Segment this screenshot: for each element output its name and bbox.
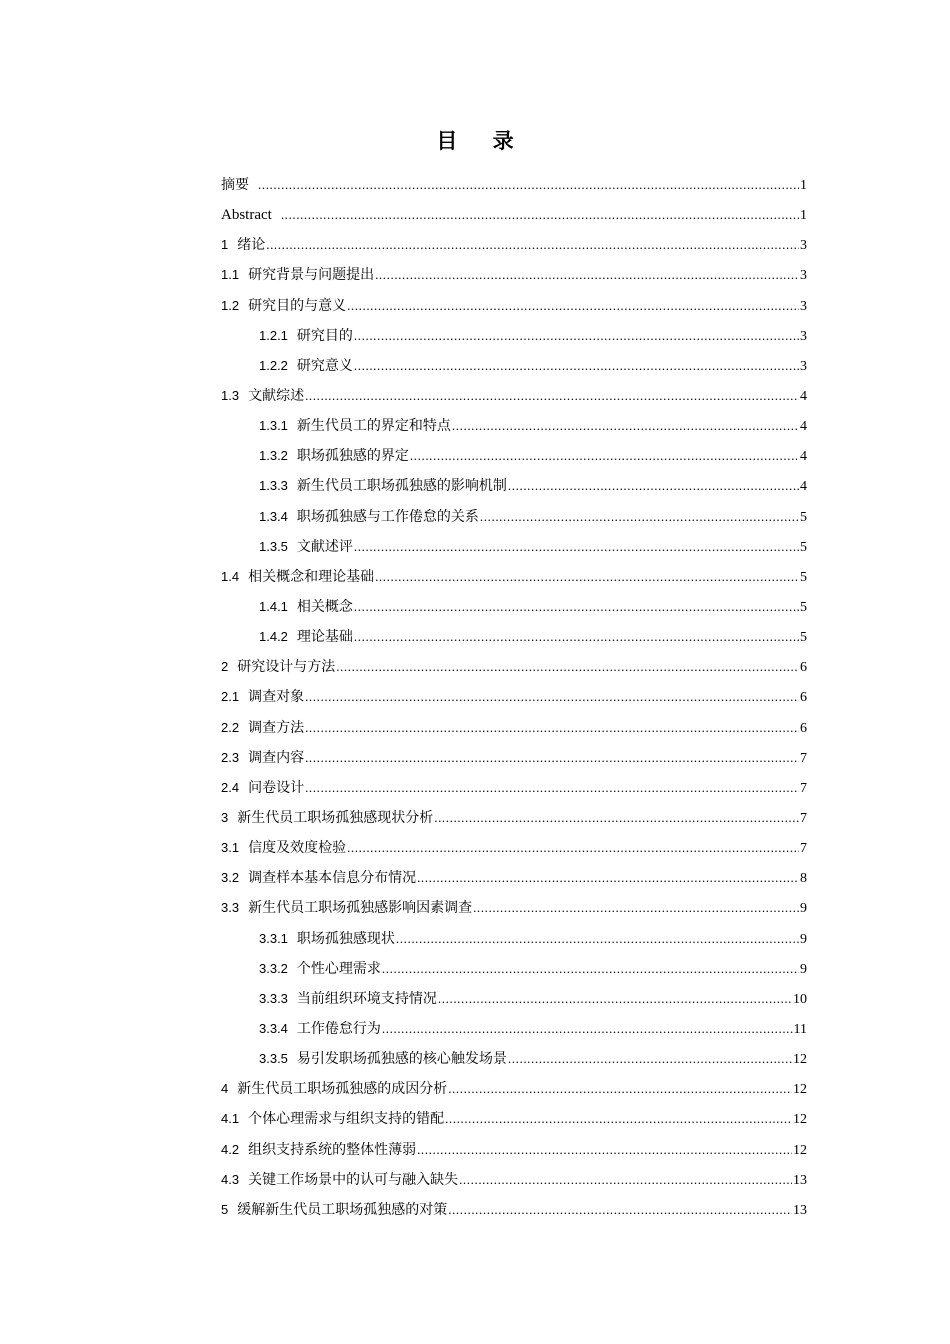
toc-entry-page-number: 9 (800, 931, 807, 947)
toc-entry[interactable] (221, 592, 807, 622)
toc-entry-title: 研究目的 (296, 327, 353, 344)
toc-entry-number: 3.3 (221, 900, 240, 916)
toc-entry-page-number: 9 (800, 901, 807, 917)
toc-entry[interactable] (221, 170, 807, 200)
toc-entry-title: 关键工作场景中的认可与融入缺失 (248, 1171, 459, 1188)
toc-entry-number: 1.2.2 (259, 357, 288, 373)
toc-entry[interactable] (221, 1044, 807, 1074)
toc-entry-title: 研究目的与意义 (248, 297, 347, 314)
toc-entry-page-number: 7 (800, 841, 807, 857)
toc-entry[interactable] (221, 230, 807, 260)
toc-entry-title: 新生代员工职场孤独感的影响机制 (296, 478, 507, 495)
toc-dot-leader (459, 1165, 792, 1195)
toc-entry-title: 绪论 (237, 237, 266, 254)
toc-entry[interactable] (221, 471, 807, 501)
toc-dot-leader (452, 411, 799, 441)
toc-entry-number: 4.2 (221, 1141, 240, 1157)
toc-entry-page-number: 5 (800, 630, 807, 646)
toc-entry[interactable] (221, 984, 807, 1014)
toc-entry-page-number: 12 (793, 1112, 807, 1128)
toc-entry[interactable] (221, 1165, 807, 1195)
toc-entry[interactable] (221, 381, 807, 411)
toc-entry-number: 2.2 (221, 719, 240, 735)
toc-entry-number: 1.3 (221, 387, 240, 403)
toc-entry[interactable] (221, 652, 807, 682)
toc-entry-number: 1 (221, 237, 229, 253)
toc-entry-page-number: 4 (800, 419, 807, 435)
toc-entry-title: 缓解新生代员工职场孤独感的对策 (237, 1201, 448, 1218)
toc-entry-title: 易引发职场孤独感的核心触发场景 (296, 1051, 507, 1068)
toc-dot-leader (480, 502, 799, 532)
toc-dot-leader (354, 532, 799, 562)
toc-entry[interactable] (221, 682, 807, 712)
toc-entry-page-number: 7 (800, 780, 807, 796)
toc-entry-title: 新生代员工的界定和特点 (296, 418, 451, 435)
toc-entry-page-number: 3 (800, 268, 807, 284)
toc-entry-page-number: 6 (800, 690, 807, 706)
toc-entry-page-number: 5 (800, 599, 807, 615)
toc-entry-page-number: 9 (800, 961, 807, 977)
toc-entry-title: 个性心理需求 (296, 960, 381, 977)
toc-entry[interactable] (221, 1074, 807, 1104)
toc-entry-number: 1.1 (221, 267, 240, 283)
toc-entry-title: 文献述评 (296, 538, 353, 555)
toc-entry-number: 3.1 (221, 840, 240, 856)
toc-dot-leader (382, 1014, 793, 1044)
toc-entry[interactable] (221, 200, 807, 230)
toc-entry-title: Abstract (221, 207, 272, 224)
toc-dot-leader (410, 441, 799, 471)
toc-entry-number: 1.3.5 (259, 538, 288, 554)
toc-entry[interactable] (221, 803, 807, 833)
toc-dot-leader (445, 1104, 792, 1134)
toc-entry-page-number: 3 (800, 298, 807, 314)
toc-entry[interactable] (221, 893, 807, 923)
toc-entry-title: 研究背景与问题提出 (248, 267, 375, 284)
toc-entry-page-number: 7 (800, 750, 807, 766)
toc-entry-number: 2.1 (221, 689, 240, 705)
toc-entry[interactable] (221, 502, 807, 532)
toc-entry-number: 4.1 (221, 1111, 240, 1127)
toc-entry-page-number: 5 (800, 569, 807, 585)
toc-entry-number: 3 (221, 809, 229, 825)
toc-entry-page-number: 10 (793, 991, 807, 1007)
toc-entry-number: 1.3.3 (259, 478, 288, 494)
toc-entry-number: 3.3.5 (259, 1051, 288, 1067)
toc-entry-page-number: 3 (800, 328, 807, 344)
toc-dot-leader (438, 984, 792, 1014)
toc-entry-title: 相关概念 (296, 598, 353, 615)
toc-entry-page-number: 3 (800, 238, 807, 254)
toc-entry-page-number: 5 (800, 509, 807, 525)
toc-entry-title: 信度及效度检验 (248, 840, 347, 857)
toc-entry-number: 3.3.2 (259, 960, 288, 976)
toc-dot-leader (258, 170, 799, 200)
toc-entry-title: 相关概念和理论基础 (248, 568, 375, 585)
toc-entry-title: 职场孤独感现状 (296, 930, 395, 947)
toc-entry-title: 新生代员工职场孤独感现状分析 (237, 809, 434, 826)
toc-entry[interactable] (221, 863, 807, 893)
toc-entry-number: 1.4.1 (259, 598, 288, 614)
toc-entry-title: 理论基础 (296, 629, 353, 646)
toc-entry-title: 职场孤独感与工作倦怠的关系 (296, 508, 479, 525)
toc-entry-page-number: 1 (800, 208, 807, 224)
toc-entry-title: 调查样本基本信息分布情况 (248, 870, 417, 887)
toc-entry-title: 工作倦怠行为 (296, 1020, 381, 1037)
toc-entry-number: 3.2 (221, 870, 240, 886)
toc-entry-page-number: 5 (800, 539, 807, 555)
toc-dot-leader (266, 230, 799, 260)
toc-entry[interactable] (221, 773, 807, 803)
toc-dot-leader (305, 381, 799, 411)
toc-entry-page-number: 12 (793, 1142, 807, 1158)
toc-entry-page-number: 1 (800, 178, 807, 193)
toc-entry-title: 当前组织环境支持情况 (296, 990, 437, 1007)
toc-entry-page-number: 4 (800, 388, 807, 404)
toc-entry-number: 5 (221, 1201, 229, 1217)
toc-entry[interactable] (221, 441, 807, 471)
toc-dot-leader (448, 1195, 792, 1225)
toc-dot-leader (448, 1074, 792, 1104)
toc-dot-leader (354, 592, 799, 622)
toc-entry-number: 3.3.4 (259, 1020, 288, 1036)
toc-dot-leader (354, 622, 799, 652)
toc-dot-leader (375, 562, 799, 592)
toc-dot-leader (473, 893, 799, 923)
toc-dot-leader (336, 652, 799, 682)
toc-dot-leader (396, 924, 799, 954)
toc-entry-title: 调查对象 (248, 689, 305, 706)
toc-entry[interactable] (221, 321, 807, 351)
toc-entry-page-number: 6 (800, 660, 807, 676)
toc-entry-title: 问卷设计 (248, 779, 305, 796)
toc-entry[interactable] (221, 1104, 807, 1134)
toc-entry-number: 4 (221, 1081, 229, 1097)
toc-entry[interactable] (221, 743, 807, 773)
toc-entry-number: 1.3.2 (259, 448, 288, 464)
toc-entry-page-number: 8 (800, 871, 807, 887)
toc-entry-page-number: 12 (793, 1052, 807, 1068)
toc-dot-leader (354, 351, 799, 381)
toc-entry-number: 1.3.1 (259, 418, 288, 434)
toc-entry-page-number: 11 (793, 1021, 807, 1037)
toc-dot-leader (417, 863, 799, 893)
toc-entry-page-number: 4 (800, 479, 807, 495)
toc-entry-title: 调查内容 (248, 749, 305, 766)
toc-dot-leader (347, 833, 799, 863)
toc-entry-title: 新生代员工职场孤独感影响因素调查 (248, 900, 473, 917)
toc-entry[interactable] (221, 532, 807, 562)
table-of-contents (221, 170, 807, 1225)
toc-entry[interactable] (221, 622, 807, 652)
toc-entry-number: 1.4 (221, 568, 240, 584)
toc-dot-leader (305, 713, 799, 743)
toc-dot-leader (305, 743, 799, 773)
toc-dot-leader (417, 1135, 792, 1165)
toc-entry[interactable] (221, 260, 807, 290)
toc-dot-leader (508, 1044, 792, 1074)
toc-entry[interactable] (221, 351, 807, 381)
toc-entry-title: 文献综述 (248, 387, 305, 404)
toc-entry-page-number: 4 (800, 449, 807, 465)
page-title: 目 录 (436, 129, 528, 153)
toc-entry[interactable] (221, 1195, 807, 1225)
toc-dot-leader (281, 200, 799, 230)
toc-dot-leader (354, 321, 799, 351)
toc-entry[interactable] (221, 1135, 807, 1165)
toc-entry-number: 1.2.1 (259, 327, 288, 343)
toc-entry-page-number: 7 (800, 810, 807, 826)
toc-entry-title: 个体心理需求与组织支持的错配 (248, 1111, 445, 1128)
toc-dot-leader (305, 682, 799, 712)
toc-entry-page-number: 13 (793, 1172, 807, 1188)
toc-entry-page-number: 12 (793, 1082, 807, 1098)
toc-entry[interactable] (221, 833, 807, 863)
toc-entry-number: 2 (221, 659, 229, 675)
toc-dot-leader (347, 291, 799, 321)
toc-entry[interactable] (221, 924, 807, 954)
toc-dot-leader (434, 803, 799, 833)
toc-dot-leader (508, 471, 799, 501)
toc-entry-number: 2.4 (221, 779, 240, 795)
toc-dot-leader (375, 260, 799, 290)
toc-entry-number: 4.3 (221, 1171, 240, 1187)
toc-entry[interactable] (221, 1014, 807, 1044)
toc-entry-title: 新生代员工职场孤独感的成因分析 (237, 1081, 448, 1098)
toc-dot-leader (382, 954, 799, 984)
toc-entry[interactable] (221, 291, 807, 321)
toc-entry-title: 研究设计与方法 (237, 659, 336, 676)
toc-entry-number: 1.2 (221, 297, 240, 313)
toc-entry[interactable] (221, 562, 807, 592)
toc-entry-page-number: 13 (793, 1202, 807, 1218)
toc-entry-title: 调查方法 (248, 719, 305, 736)
toc-entry-page-number: 3 (800, 358, 807, 374)
toc-entry-title: 职场孤独感的界定 (296, 448, 409, 465)
toc-entry-number: 3.3.3 (259, 990, 288, 1006)
toc-entry-title: 组织支持系统的整体性薄弱 (248, 1141, 417, 1158)
toc-entry-number: 3.3.1 (259, 930, 288, 946)
toc-entry-number: 1.3.4 (259, 508, 288, 524)
toc-entry[interactable] (221, 411, 807, 441)
toc-entry[interactable] (221, 713, 807, 743)
toc-entry-title: 研究意义 (296, 357, 353, 374)
toc-entry-page-number: 6 (800, 720, 807, 736)
toc-entry-number: 2.3 (221, 749, 240, 765)
toc-entry-number: 1.4.2 (259, 629, 288, 645)
toc-entry[interactable] (221, 954, 807, 984)
toc-dot-leader (305, 773, 799, 803)
toc-entry-title: 摘要 (221, 177, 249, 193)
